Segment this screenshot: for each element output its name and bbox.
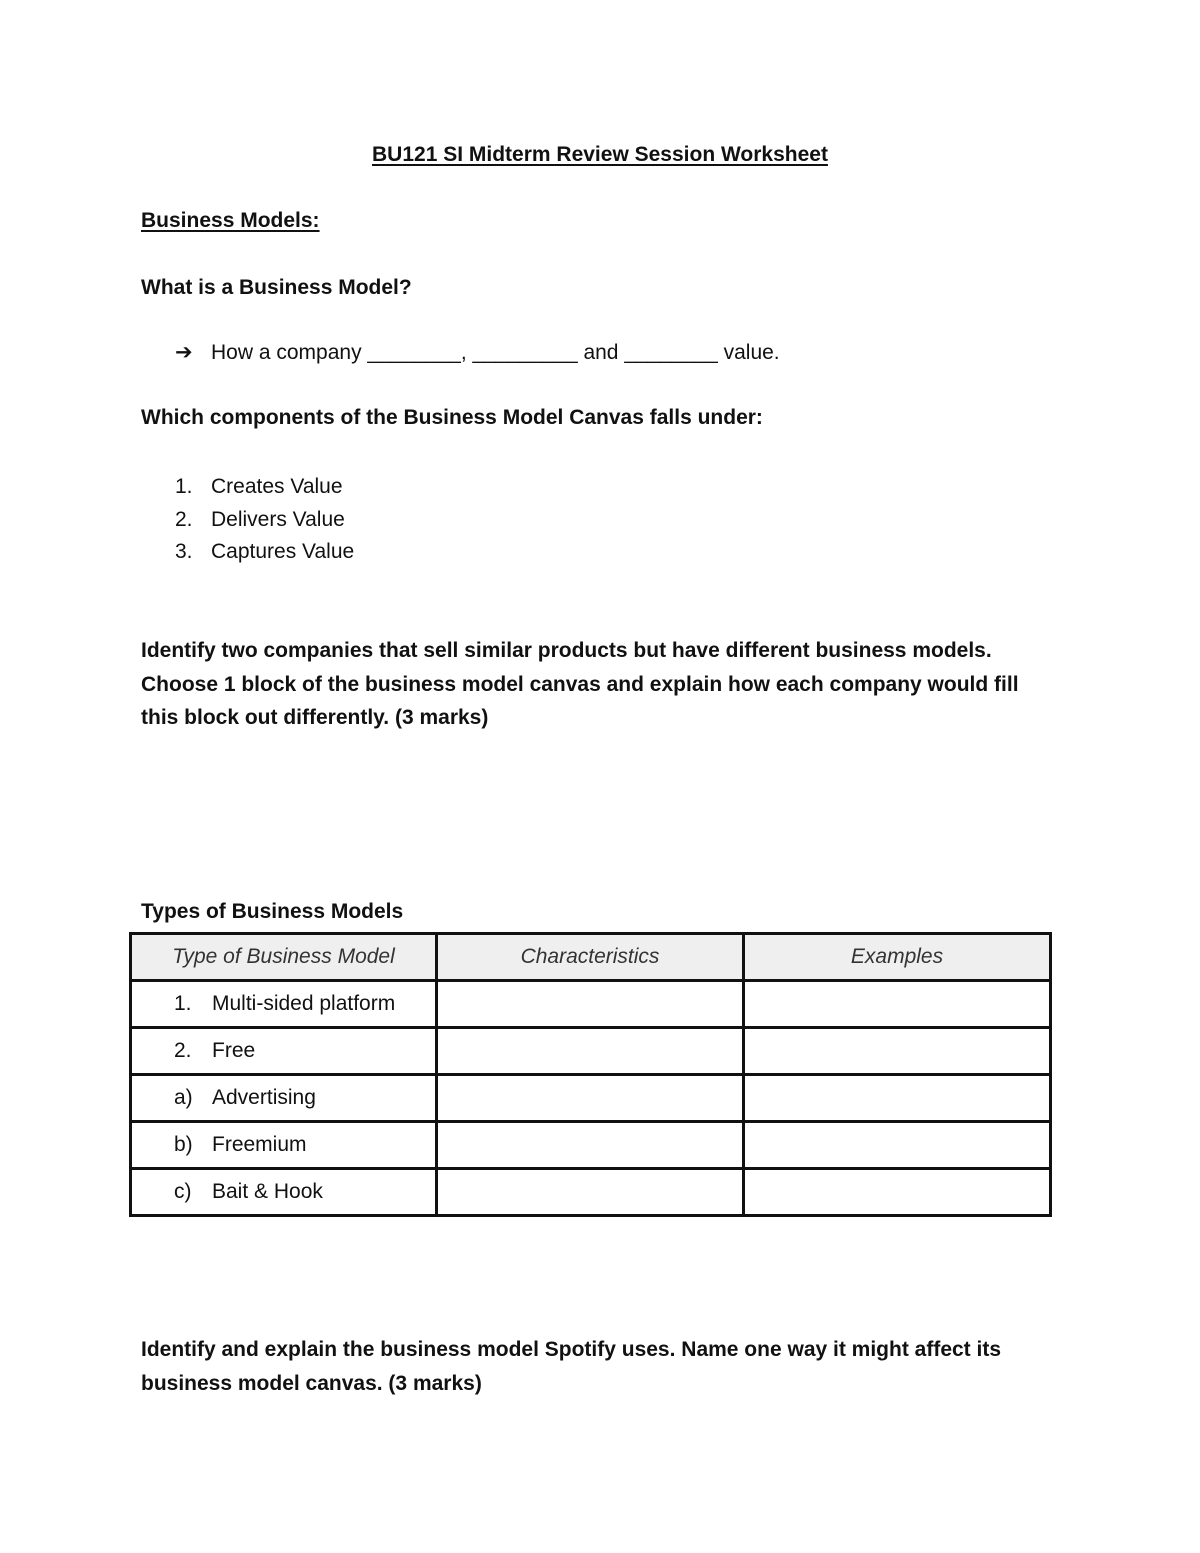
fill-in-text: How a company ________, _________ and ________ value. — [211, 341, 780, 364]
question-canvas-components: Which components of the Business Model Canvas falls under: — [141, 406, 763, 429]
column-header-examples: Examples — [744, 934, 1051, 981]
list-item — [175, 473, 354, 506]
types-heading: Types of Business Models — [141, 900, 404, 923]
examples-cell[interactable] — [744, 1075, 1051, 1122]
list-item-text: Delivers Value — [211, 507, 345, 531]
characteristics-cell[interactable] — [437, 1169, 744, 1216]
examples-cell[interactable] — [744, 1122, 1051, 1169]
table-row — [131, 981, 1051, 1028]
list-marker: 3. — [175, 540, 193, 563]
table-row — [131, 1169, 1051, 1216]
business-model-types-table — [129, 932, 1052, 1217]
row-marker: 1. — [174, 992, 192, 1015]
table-header-row — [131, 934, 1051, 981]
type-label: Free — [212, 1039, 256, 1062]
row-marker: b) — [174, 1133, 193, 1156]
type-label: Advertising — [212, 1086, 316, 1109]
examples-cell[interactable] — [744, 981, 1051, 1028]
type-label: Bait & Hook — [212, 1180, 323, 1203]
table-row — [131, 1028, 1051, 1075]
list-item-text: Creates Value — [211, 475, 343, 498]
table-row — [131, 1122, 1051, 1169]
value-list — [175, 473, 354, 571]
type-cell — [131, 1122, 437, 1169]
row-marker: a) — [174, 1086, 193, 1109]
type-label: Freemium — [212, 1133, 307, 1156]
column-header-characteristics: Characteristics — [437, 934, 744, 981]
characteristics-cell[interactable] — [437, 1028, 744, 1075]
question-identify-companies: Identify two companies that sell similar products but have different business models. Choose 1 block of the business model canvas and explain how each company would fill this block out differently. (3 marks) — [141, 639, 1019, 729]
list-marker: 2. — [175, 507, 193, 531]
characteristics-cell[interactable] — [437, 1075, 744, 1122]
type-cell — [131, 981, 437, 1028]
examples-cell[interactable] — [744, 1028, 1051, 1075]
row-marker: c) — [174, 1180, 192, 1203]
type-cell — [131, 1028, 437, 1075]
examples-cell[interactable] — [744, 1169, 1051, 1216]
type-cell — [131, 1169, 437, 1216]
list-item — [175, 506, 354, 539]
worksheet-title: BU121 SI Midterm Review Session Worksheet — [372, 143, 828, 166]
fill-in-line — [175, 340, 780, 365]
row-marker: 2. — [174, 1039, 192, 1062]
list-item — [175, 538, 354, 571]
section-heading-business-models: Business Models: — [141, 209, 320, 232]
characteristics-cell[interactable] — [437, 1122, 744, 1169]
table-row — [131, 1075, 1051, 1122]
question-spotify: Identify and explain the business model Spotify uses. Name one way it might affect its business model canvas. (3 marks) — [141, 1338, 1002, 1395]
type-cell — [131, 1075, 437, 1122]
characteristics-cell[interactable] — [437, 981, 744, 1028]
list-item-text: Captures Value — [211, 540, 355, 563]
column-header-type: Type of Business Model — [131, 934, 437, 981]
type-label: Multi-sided platform — [212, 992, 396, 1015]
question-what-is-business-model: What is a Business Model? — [141, 276, 412, 299]
list-marker: 1. — [175, 475, 193, 498]
arrow-right-icon: ➔ — [175, 341, 193, 364]
